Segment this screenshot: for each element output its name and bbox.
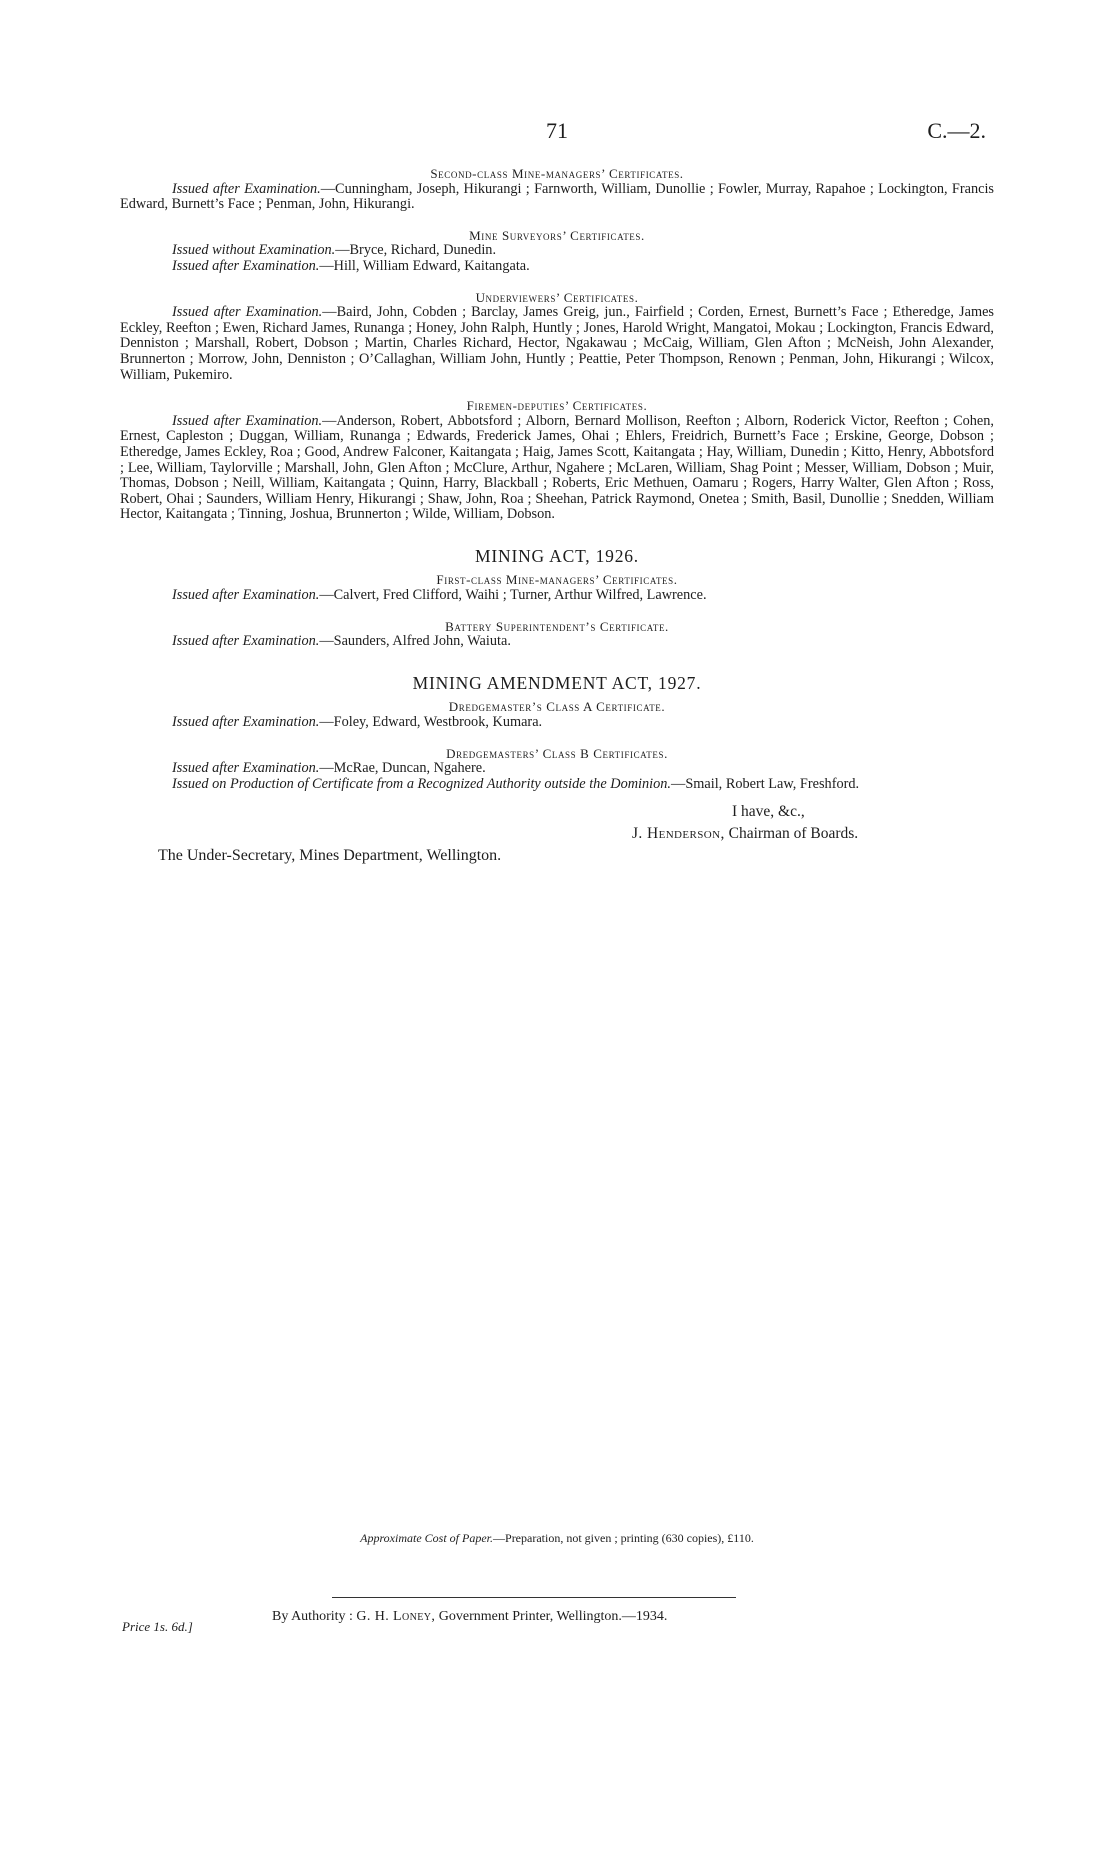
section-heading-second-class-mine-managers: Second-class Mine-managers’ Certificates. (430, 166, 684, 181)
entry-lead: Issued without Examination. (172, 242, 336, 259)
printer-name: G. H. Loney, (356, 1609, 436, 1624)
cost-text: —Preparation, not given ; printing (630 copies), £110. (493, 1531, 754, 1545)
authority-prefix: By Authority : (272, 1609, 357, 1624)
footer-rule (332, 1597, 736, 1598)
section-heading-dredgemaster-class-b: Dredgemasters’ Class B Certificates. (446, 745, 668, 761)
printer-imprint (272, 1609, 667, 1625)
entry-text: —Cunningham, Joseph, Hikurangi ; Farnworth, William, Dunollie ; Fowler, Murray, Rapahoe ; Lockington, Francis Edward, Burnett’s Face ; Penman, John, Hikurangi. (120, 180, 994, 213)
entry-text: —Foley, Edward, Westbrook, Kumara. (319, 714, 543, 731)
entry-lead: Issued after Examination. (172, 412, 323, 429)
cost-of-paper-note (0, 1531, 1114, 1546)
page-body (120, 166, 994, 874)
entry-text: —McRae, Duncan, Ngahere. (319, 760, 486, 777)
section-heading-battery-superintendent: Battery Superintendent’s Certificate. (445, 618, 669, 634)
section-heading-mine-surveyors: Mine Surveyors’ Certificates. (469, 227, 645, 243)
cost-lead: Approximate Cost of Paper. (360, 1531, 494, 1545)
price-note: Price 1s. 6d.] (122, 1619, 193, 1634)
signature-name: J. Henderson, (632, 825, 725, 843)
entry-mine-surveyors-after-exam (120, 259, 994, 275)
page-number: 71 (546, 118, 568, 143)
closing-salutation: I have, &c., (732, 803, 805, 821)
entry-lead: Issued after Examination. (172, 714, 320, 731)
entry-text: —Anderson, Robert, Abbotsford ; Alborn, Bernard Mollison, Reefton ; Alborn, Roderick Victor, Reefton ; Cohen, Ernest, Capleston ; Duggan, William, Runanga ; Edwards, Frederick James, Ohai ; Ehlers, Freidrich, Burnett’s Face ; Erskine, George, Dobson ; Etheredge, James Eckley, Roa ; Good, Andrew Falconer, Kaitangata ; Haig, James Scott, Kaitangata ; Hay, William, Dunedin ; Kitto, Henry, Abbotsford ; Lee, William, Taylorville ; Marshall, John, Glen Afton ; McClure, Arthur, Ngahere ; McLaren, William, Shag Point ; Messer, William, Dobson ; Muir, Thomas, Dobson ; Neill, William, Kaitangata ; Quinn, Harry, Blackball ; Roberts, Eric Methuen, Oamaru ; Rogers, Harry Walter, Glen Afton ; Ross, Robert, Ohai ; Saunders, William Henry, Hikurangi ; Shaw, John, Roa ; Sheehan, Patrick Raymond, Onetea ; Smith, Basil, Dunollie ; Snedden, William Hector, Kaitangata ; Tinning, Joshua, Brunnerton ; Wilde, William, Dobson. (120, 412, 994, 523)
printer-suffix: Government Printer, Wellington.—1934. (435, 1609, 668, 1624)
signature-title: Chairman of Boards. (724, 825, 859, 843)
entry-lead: Issued after Examination. (172, 257, 320, 274)
entry-underviewers-after-exam (120, 305, 994, 383)
entry-text: —Baird, John, Cobden ; Barclay, James Greig, jun., Fairfield ; Corden, Ernest, Burnett’s Face ; Etheredge, James Eckley, Reefton ; Ewen, Richard James, Runanga ; Honey, John Ralph, Huntly ; Jones, Harold Wright, Mangatoi, Mokau ; Lockington, Francis Edward, Denniston ; Marshall, Robert, Dobson ; Martin, Charles Richard, Hector, Ngakawau ; McCaig, William, Glen Afton ; McNeish, John Alexander, Brunnerton ; Morrow, John, Denniston ; O’Callaghan, William John, Huntly ; Peattie, Peter Thompson, Renown ; Penman, John, Hikurangi ; Wilcox, William, Pukemiro. (120, 304, 994, 383)
entry-lead: Issued after Examination. (172, 180, 321, 197)
entry-text: —Bryce, Richard, Dunedin. (335, 242, 497, 259)
entry-dredgemaster-class-b-after-exam (120, 761, 994, 777)
entry-second-class-after-exam (120, 182, 994, 213)
entry-lead: Issued after Examination. (172, 304, 323, 321)
act-heading-mining-act-1926: MINING ACT, 1926. (475, 545, 639, 566)
entry-lead: Issued after Examination. (172, 760, 320, 777)
section-heading-firemen-deputies: Firemen-deputies’ Certificates. (466, 398, 648, 414)
entry-battery-superintendent-after-exam (120, 634, 994, 650)
entry-text: —Saunders, Alfred John, Waiuta. (319, 633, 511, 650)
entry-first-class-after-exam (120, 588, 994, 604)
entry-lead: Issued after Examination. (172, 587, 320, 604)
act-heading-mining-amendment-act-1927: MINING AMENDMENT ACT, 1927. (412, 672, 702, 693)
section-heading-underviewers: Underviewers’ Certificates. (475, 289, 639, 305)
addressee: The Under-Secretary, Mines Department, Wellington. (158, 847, 502, 865)
entry-firemen-deputies-after-exam (120, 414, 994, 523)
entry-text: —Hill, William Edward, Kaitangata. (319, 257, 530, 274)
entry-mine-surveyors-without-exam (120, 243, 994, 259)
entry-text: —Calvert, Fred Clifford, Waihi ; Turner, Arthur Wilfred, Lawrence. (319, 587, 707, 604)
entry-dredgemaster-class-a-after-exam (120, 715, 994, 731)
entry-dredgemaster-class-b-on-production (120, 777, 994, 793)
signature-line (632, 826, 858, 842)
closing-block (120, 804, 994, 874)
entry-lead: Issued after Examination. (172, 633, 320, 650)
section-heading-dredgemaster-class-a: Dredgemaster’s Class A Certificate. (448, 699, 666, 715)
section-heading-first-class-mine-managers: First-class Mine-managers’ Certificates. (436, 572, 678, 588)
document-reference: C.—2. (927, 118, 986, 143)
entry-lead: Issued on Production of Certificate from a Recognized Authority outside the Dominion. (172, 775, 672, 792)
entry-text: —Smail, Robert Law, Freshford. (671, 775, 860, 792)
